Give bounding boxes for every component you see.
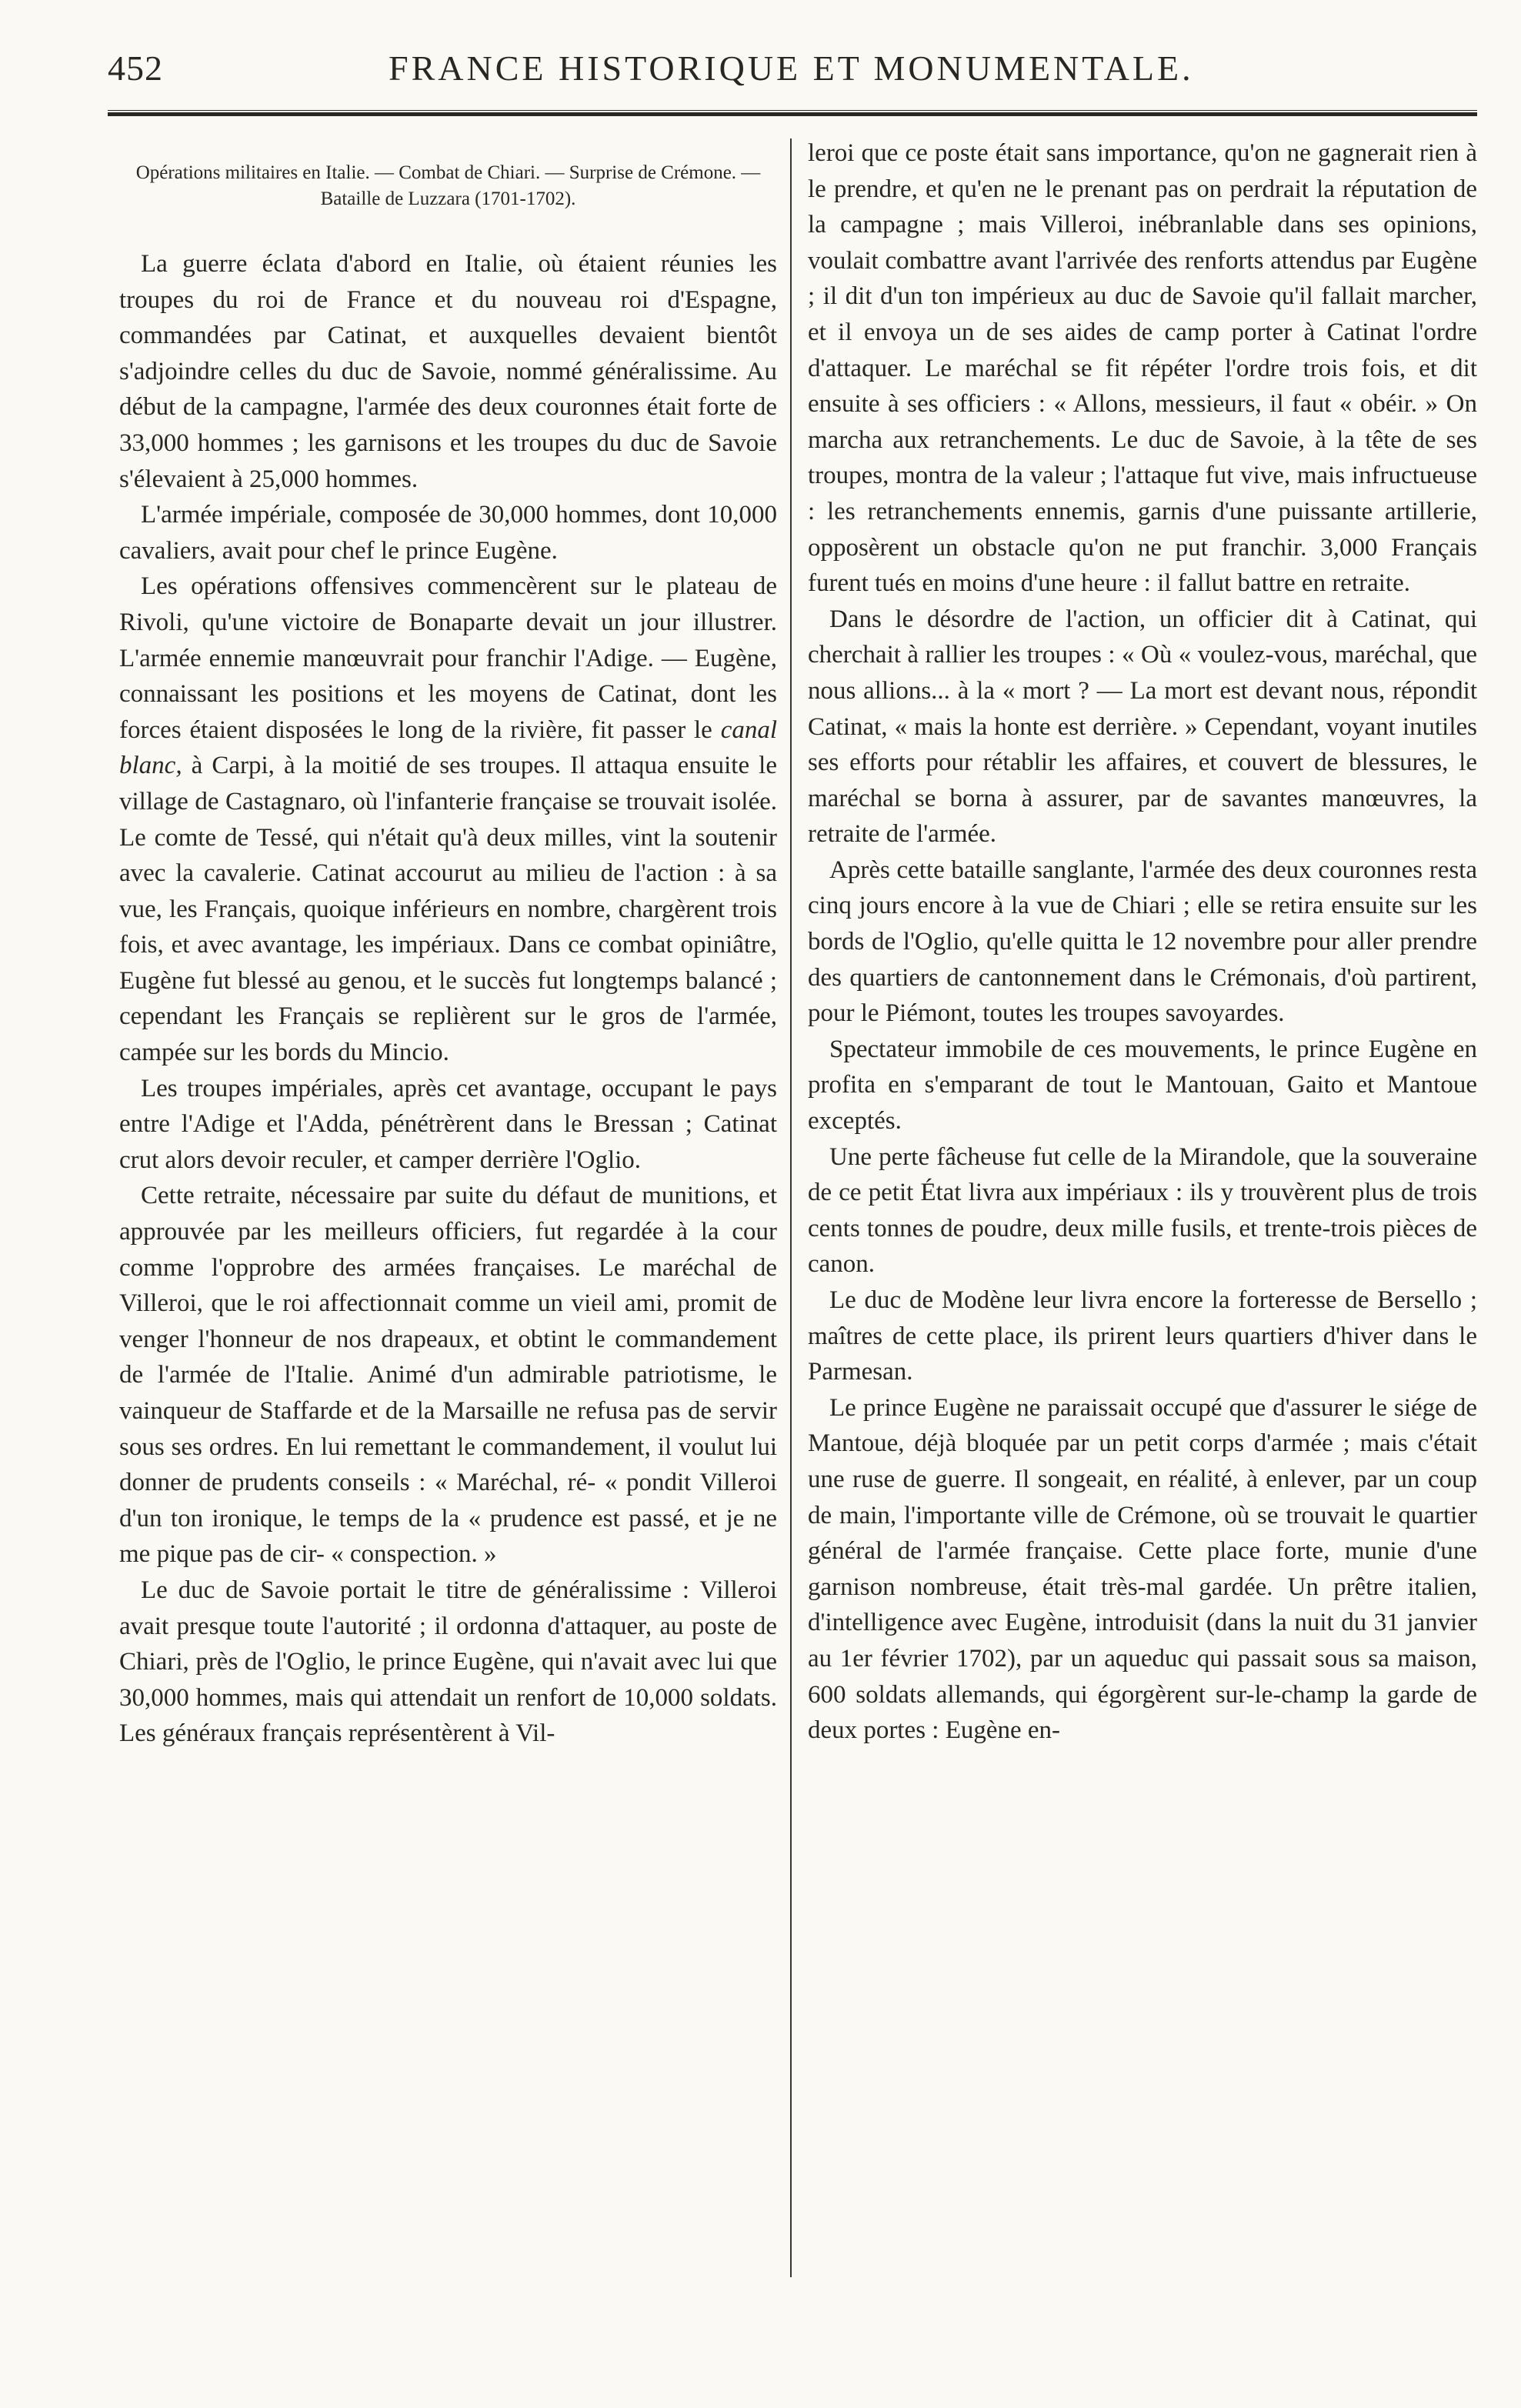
header-rule-thin (108, 110, 1477, 111)
paragraph (119, 569, 777, 1070)
paragraph: L'armée impériale, composée de 30,000 hommes, dont 10,000 cavaliers, avait pour chef le prince Eugène. (119, 501, 777, 565)
running-title: FRANCE HISTORIQUE ET MONUMENTALE. (389, 48, 1194, 88)
left-column (119, 146, 777, 1752)
paragraph: leroi que ce poste était sans importance, qu'on ne gagnerait rien à le prendre, et qu'en ne le prenant pas on perdrait la réputation de la campagne ; mais Villeroi, inébranlable dans ses opinions, voulait combattre avant l'arrivée des renforts attendus par Eugène ; il dit d'un ton impérieux au duc de Savoie qu'il fallait marcher, et il envoya un de ses aides de camp porter à Catinat l'ordre d'attaquer. Le maréchal se fit répéter l'ordre trois fois, et dit ensuite à ses officiers : « Allons, messieurs, il faut « obéir. » On marcha aux retranchements. Le duc de Savoie, à la tête de ses troupes, montra de la valeur ; l'attaque fut vive, mais infructueuse : les retranchements ennemis, garnis d'une puissante artillerie, opposèrent un obstacle qu'on ne put franchir. 3,000 Français furent tués en moins d'une heure : il fallut battre en retraite. (808, 139, 1477, 598)
page-header (108, 48, 1477, 94)
paragraph: Les troupes impériales, après cet avantage, occupant le pays entre l'Adige et l'Adda, pénétrèrent dans le Bressan ; Catinat crut alors devoir reculer, et camper derrière l'Oglio. (119, 1074, 777, 1174)
paragraph: Le duc de Savoie portait le titre de généralissime : Villeroi avait presque toute l'autorité ; il ordonna d'attaquer, au poste de Chiari, près de l'Oglio, le prince Eugène, qui n'avait avec lui que 30,000 hommes, mais qui attendait un renfort de 10,000 soldats. Les généraux français représentèrent à Vil- (119, 1576, 777, 1748)
header-rule (108, 110, 1477, 118)
paragraph: Le duc de Modène leur livra encore la forteresse de Bersello ; maîtres de cette place, ils prirent leurs quartiers d'hiver dans le Parmesan. (808, 1286, 1477, 1386)
paragraph: Dans le désordre de l'action, un officier dit à Catinat, qui cherchait à rallier les troupes : « Où « voulez-vous, maréchal, que nous allions... à la « mort ? — La mort est devant nous, répondit Catinat, « mais la honte est derrière. » Cependant, voyant inutiles ses efforts pour rétablir les affaires, et couvert de blessures, le maréchal se borna à assurer, par de savantes manœuvres, la retraite de l'armée. (808, 605, 1477, 849)
paragraph: Spectateur immobile de ces mouvements, le prince Eugène en profita en s'emparant de tout le Mantouan, Gaito et Mantoue exceptés. (808, 1035, 1477, 1136)
page-number: 452 (108, 48, 163, 88)
paragraph-text: à Carpi, à la moitié de ses troupes. Il attaqua ensuite le village de Castagnaro, où l'infanterie française se trouvait isolée. Le comte de Tessé, qui n'était qu'à deux milles, vint la soutenir avec la cavalerie. Catinat accourut au milieu de l'action : à sa vue, les Français, quoique inférieurs en nombre, chargèrent trois fois, et avec avantage, les impériaux. Dans ce combat opiniâtre, Eugène fut blessé au genou, et le succès fut longtemps balancé ; cependant les Français se replièrent sur le gros de l'armée, campée sur les bords du Mincio. (119, 752, 777, 1067)
paragraph: Le prince Eugène ne paraissait occupé que d'assurer le siége de Mantoue, déjà bloquée par un petit corps d'armée ; mais c'était une ruse de guerre. Il songeait, en réalité, à enlever, par un coup de main, l'importante ville de Crémone, où se trouvait le quartier général de l'armée française. Cette place forte, munie d'une garnison nombreuse, était très-mal gardée. Un prêtre italien, d'intelligence avec Eugène, introduisit (dans la nuit du 31 janvier au 1er février 1702), par un aqueduc qui passait sous sa maison, 600 soldats allemands, qui égorgèrent sur-le-champ la garde de deux portes : Eugène en- (808, 1393, 1477, 1745)
column-divider (790, 138, 792, 2277)
header-rule-thick (108, 112, 1477, 116)
paragraph: Cette retraite, nécessaire par suite du défaut de munitions, et approuvée par les meilleurs officiers, fut regardée à la cour comme l'opprobre des armées françaises. Le maréchal de Villeroi, que le roi affectionnait comme un vieil ami, promit de venger l'honneur de nos drapeaux, et obtint le commandement de l'armée de l'Italie. Animé d'un admirable patriotisme, le vainqueur de Staffarde et de la Marsaille ne refusa pas de servir sous ses ordres. En lui remettant le commandement, il voulut lui donner de prudents conseils : « Maréchal, ré- « pondit Villeroi d'un ton ironique, le temps de la « prudence est passé, et je ne me pique pas de cir- « conspection. » (119, 1182, 777, 1569)
chapter-summary: Opérations militaires en Italie. — Combat de Chiari. — Surprise de Crémone. — Bataille de Luzzara (1701-1702). (135, 162, 761, 209)
paragraph-text: Les opérations offensives commencèrent sur le plateau de Rivoli, qu'une victoire de Bonaparte devait un jour illustrer. L'armée ennemie manœuvrait pour franchir l'Adige. — Eugène, connaissant les positions et les moyens de Catinat, dont les forces étaient disposées le long de la rivière, fit passer le (119, 572, 777, 744)
paragraph: Une perte fâcheuse fut celle de la Mirandole, que la souveraine de ce petit État livra aux impériaux : ils y trouvèrent plus de trois cents tonnes de poudre, deux mille fusils, et trente-trois pièces de canon. (808, 1142, 1477, 1279)
paragraph: La guerre éclata d'abord en Italie, où étaient réunies les troupes du roi de France et du nouveau roi d'Espagne, commandées par Catinat, et auxquelles devaient bientôt s'adjoindre celles du duc de Savoie, nommé généralissime. Au début de la campagne, l'armée des deux couronnes était forte de 33,000 hommes ; les garnisons et les troupes du duc de Savoie s'élevaient à 25,000 hommes. (119, 250, 777, 493)
right-column (808, 135, 1477, 1749)
paragraph: Après cette bataille sanglante, l'armée des deux couronnes resta cinq jours encore à la vue de Chiari ; elle se retira ensuite sur les bords de l'Oglio, qu'elle quitta le 12 novembre pour aller prendre des quartiers de cantonnement dans le Crémonais, d'où partirent, pour le Piémont, toutes les troupes savoyardes. (808, 855, 1477, 1028)
italic-term: canal blanc, (119, 715, 778, 780)
